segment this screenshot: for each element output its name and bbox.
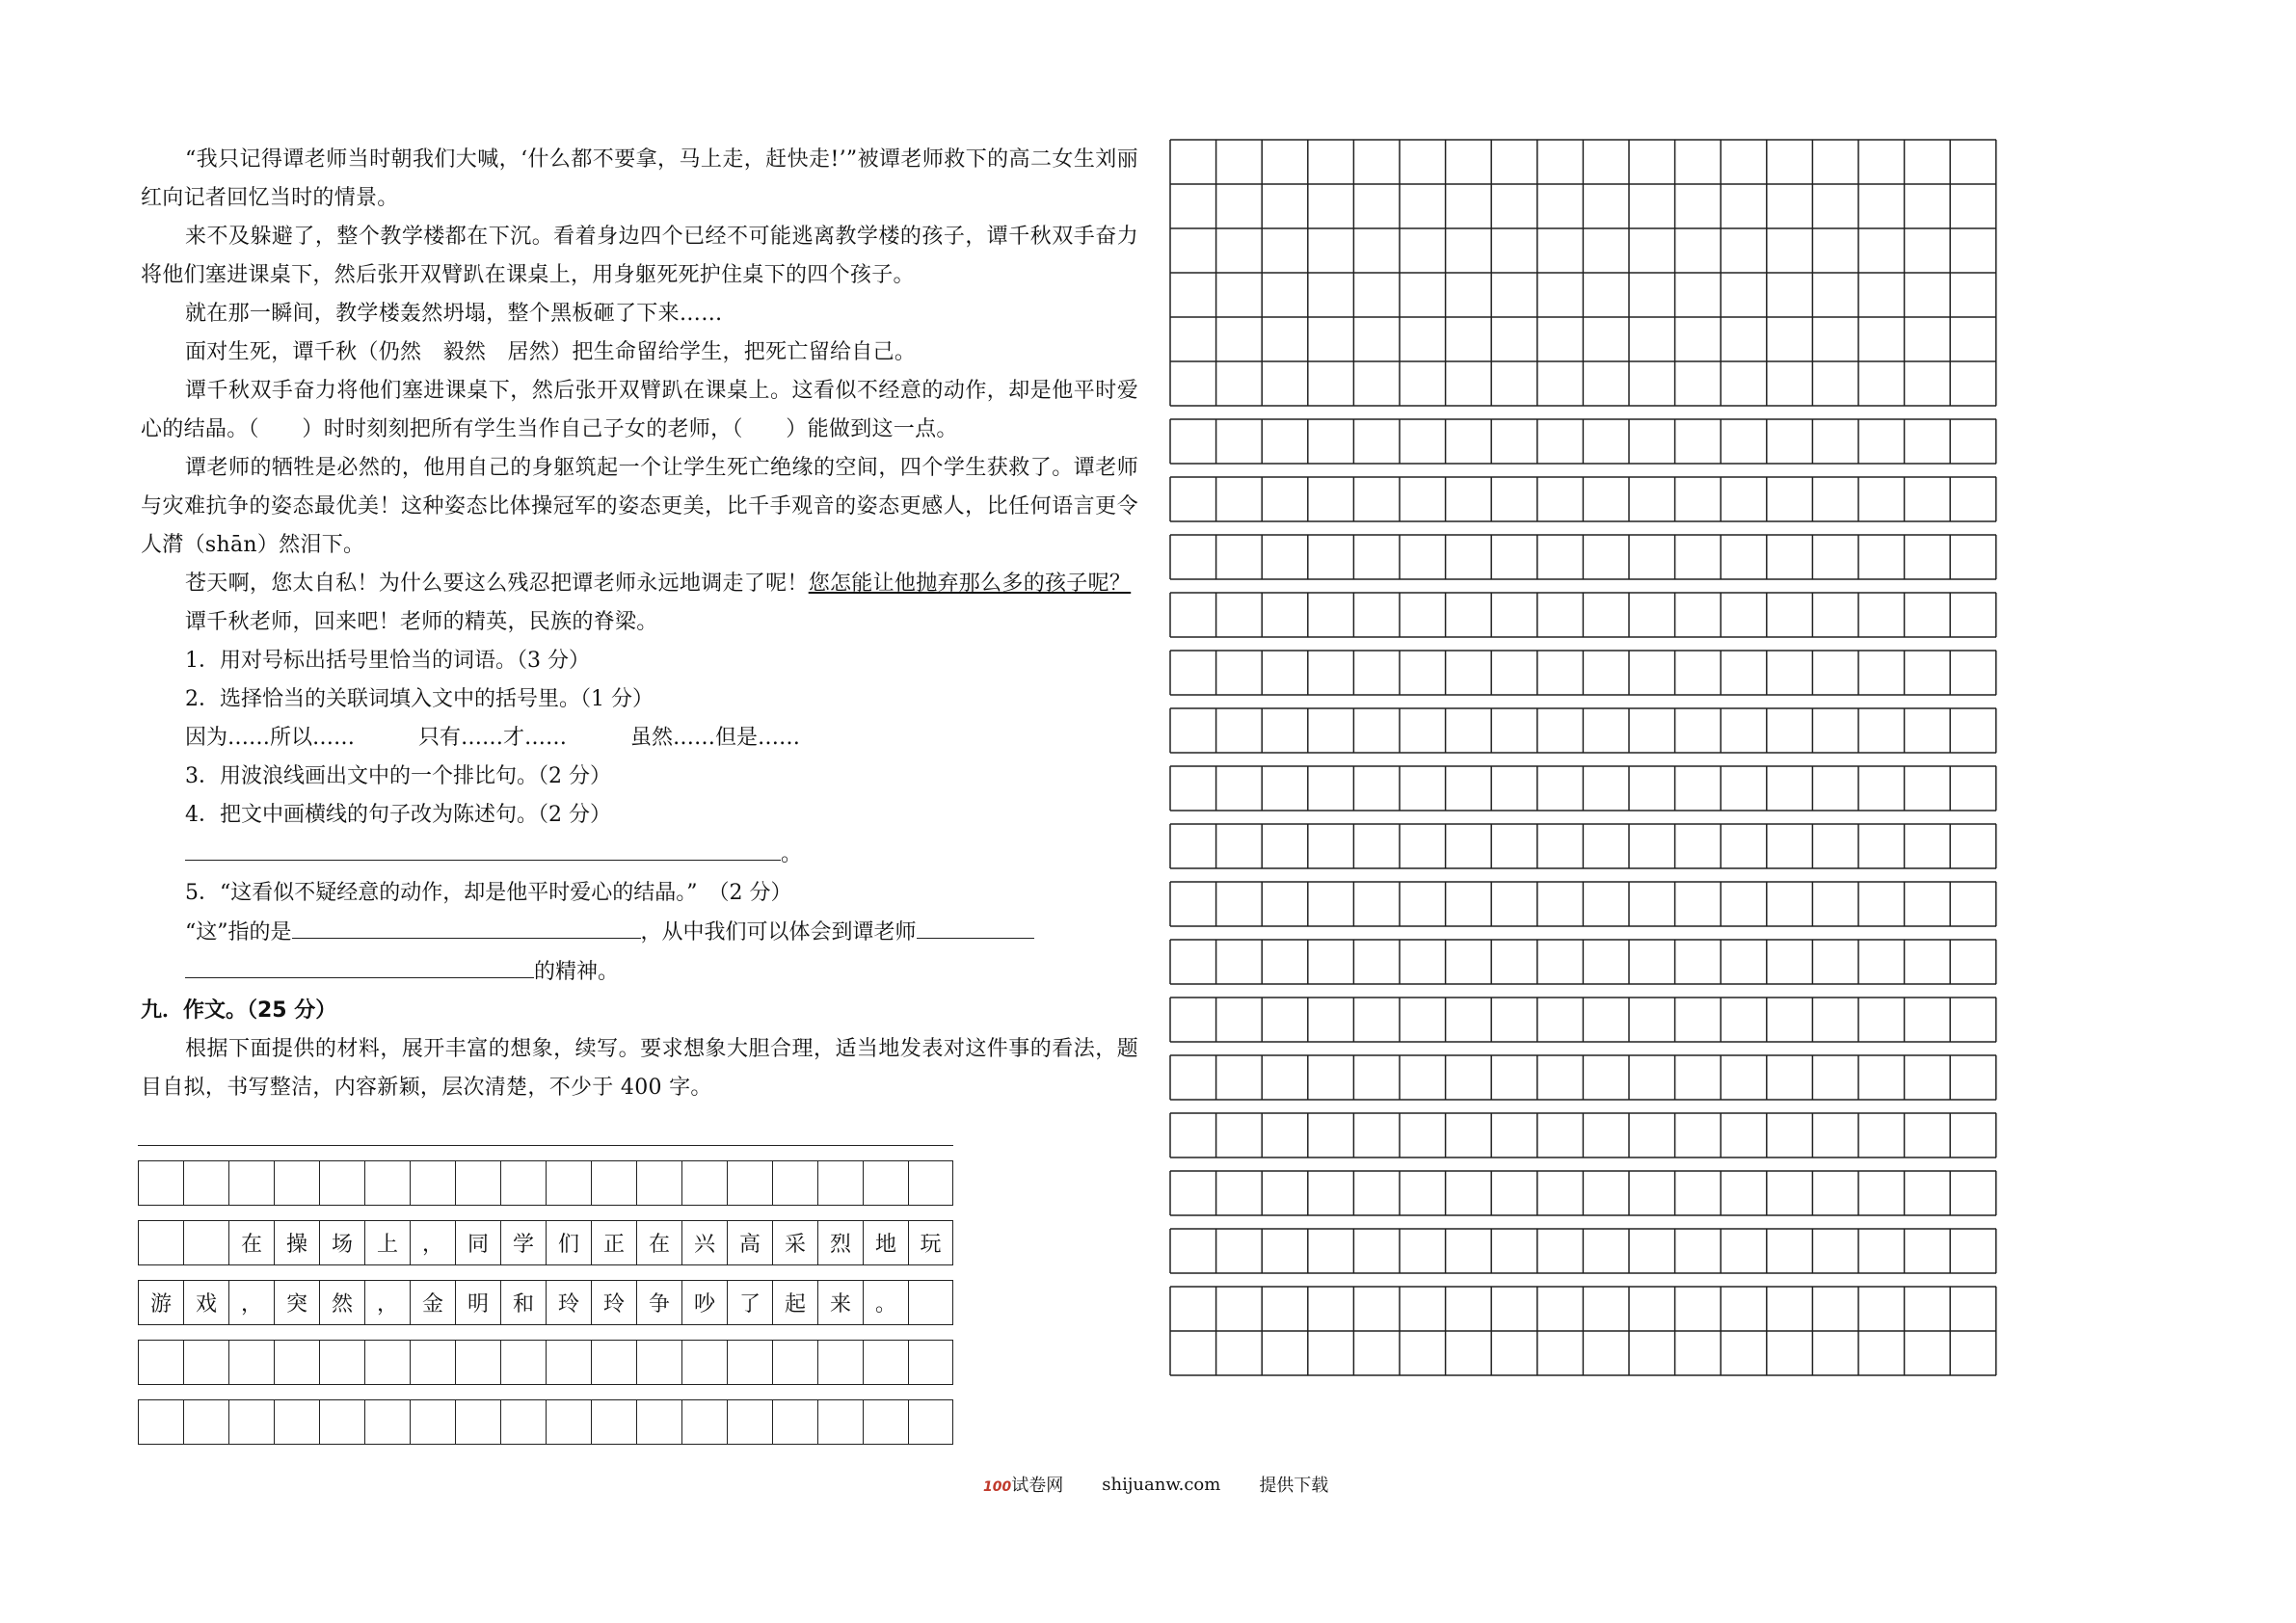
grid-cell[interactable]: 正 [591, 1220, 636, 1264]
grid-cell[interactable] [908, 1280, 953, 1324]
grid-line [138, 1444, 953, 1445]
question-5: 5．“这看似不疑经意的动作，却是他平时爱心的结晶。” （2 分） [185, 881, 792, 905]
grid-cell[interactable] [274, 1340, 319, 1384]
grid-drawing [1169, 139, 1997, 1459]
grid-cell[interactable] [772, 1399, 817, 1444]
grid-cell[interactable] [183, 1220, 228, 1264]
grid-cell[interactable] [772, 1340, 817, 1384]
composition-grid-right[interactable] [1169, 139, 1997, 1463]
grid-cell[interactable]: 玲 [546, 1280, 591, 1324]
grid-cell[interactable] [772, 1160, 817, 1205]
grid-cell[interactable] [546, 1160, 591, 1205]
reading-section [141, 141, 1138, 1107]
grid-row [138, 1145, 953, 1205]
grid-cell[interactable] [908, 1340, 953, 1384]
grid-cell[interactable]: 在 [636, 1220, 681, 1264]
grid-cell[interactable] [727, 1340, 772, 1384]
composition-instruction: 根据下面提供的材料，展开丰富的想象，续写。要求想象大胆合理，适当地发表对这件事的看法，题目自拟，书写整洁，内容新颖，层次清楚，不少于 400 字。 [141, 1037, 1138, 1100]
question-5-middle: ，从中我们可以体会到谭老师 [640, 920, 917, 945]
grid-cell[interactable] [727, 1399, 772, 1444]
grid-cell[interactable] [138, 1160, 183, 1205]
grid-cell[interactable] [908, 1399, 953, 1444]
grid-line [138, 1264, 953, 1265]
grid-cell[interactable]: 场 [319, 1220, 364, 1264]
grid-cell[interactable] [455, 1160, 500, 1205]
grid-cell[interactable]: 们 [546, 1220, 591, 1264]
download-note: 提供下载 [1259, 1476, 1329, 1496]
question-4-answer [141, 835, 1138, 874]
grid-cell[interactable]: ， [228, 1280, 274, 1324]
grid-cell[interactable] [500, 1160, 546, 1205]
question-1: 1．用对号标出括号里恰当的词语。（3 分） [185, 649, 590, 673]
grid-cell[interactable] [319, 1160, 364, 1205]
answer-blank[interactable] [185, 835, 781, 861]
grid-cell[interactable]: 上 [364, 1220, 410, 1264]
site-brand [983, 1472, 1063, 1497]
grid-cell[interactable]: 吵 [681, 1280, 727, 1324]
grid-cell[interactable]: 。 [863, 1280, 908, 1324]
grid-cell[interactable]: 明 [455, 1280, 500, 1324]
grid-cell[interactable] [455, 1399, 500, 1444]
question-5-prefix: “这”指的是 [185, 920, 292, 945]
grid-cell[interactable] [817, 1340, 863, 1384]
grid-cell[interactable] [228, 1399, 274, 1444]
grid-cell[interactable] [546, 1340, 591, 1384]
grid-cell[interactable]: 高 [727, 1220, 772, 1264]
grid-cell[interactable] [591, 1399, 636, 1444]
grid-line [138, 1205, 953, 1206]
passage-paragraph-7 [141, 565, 1138, 603]
grid-cell[interactable]: 戏 [183, 1280, 228, 1324]
question-5-suffix: 的精神。 [534, 960, 620, 984]
grid-cell[interactable] [138, 1399, 183, 1444]
question-4: 4．把文中画横线的句子改为陈述句。（2 分） [185, 803, 611, 827]
grid-cell[interactable] [863, 1399, 908, 1444]
answer-blank[interactable] [185, 952, 534, 978]
question-5-line-1 [141, 913, 1138, 952]
passage-paragraph-3: 就在那一瞬间，教学楼轰然坍塌，整个黑板砸了下来…… [185, 302, 723, 326]
grid-cell[interactable]: 起 [772, 1280, 817, 1324]
grid-row [138, 1384, 953, 1444]
grid-cell[interactable]: 同 [455, 1220, 500, 1264]
grid-cell[interactable] [364, 1340, 410, 1384]
grid-cell[interactable] [817, 1160, 863, 1205]
grid-cell[interactable] [410, 1160, 455, 1205]
grid-line [138, 1384, 953, 1385]
grid-cell[interactable]: 采 [772, 1220, 817, 1264]
grid-cell[interactable] [364, 1160, 410, 1205]
grid-cell[interactable] [500, 1399, 546, 1444]
grid-cell[interactable]: 玩 [908, 1220, 953, 1264]
grid-cell[interactable] [228, 1160, 274, 1205]
passage-paragraph-2: 来不及躲避了，整个教学楼都在下沉。看着身边四个已经不可能逃离教学楼的孩子，谭千秋双手奋力将他们塞进课桌下，然后张开双臂趴在课桌上，用身躯死死护住桌下的四个孩子。 [141, 225, 1138, 287]
grid-cell[interactable] [138, 1340, 183, 1384]
question-2: 2．选择恰当的关联词填入文中的括号里。（1 分） [185, 687, 654, 711]
grid-cell[interactable]: 兴 [681, 1220, 727, 1264]
grid-cell[interactable] [591, 1340, 636, 1384]
grid-cell[interactable] [410, 1340, 455, 1384]
question-3: 3．用波浪线画出文中的一个排比句。（2 分） [185, 764, 611, 788]
grid-cell[interactable] [274, 1399, 319, 1444]
grid-cell[interactable] [410, 1399, 455, 1444]
grid-cell[interactable] [636, 1340, 681, 1384]
grid-cell[interactable] [591, 1160, 636, 1205]
grid-cell[interactable]: 来 [817, 1280, 863, 1324]
grid-line [138, 1145, 953, 1146]
question-5-line-2 [141, 952, 1138, 992]
grid-cell[interactable]: 金 [410, 1280, 455, 1324]
grid-cell[interactable] [681, 1160, 727, 1205]
grid-cell[interactable]: 烈 [817, 1220, 863, 1264]
grid-cell[interactable]: 操 [274, 1220, 319, 1264]
grid-cell[interactable] [863, 1160, 908, 1205]
grid-cell[interactable] [636, 1160, 681, 1205]
grid-cell[interactable] [183, 1340, 228, 1384]
composition-heading: 九．作文。（25 分） [141, 998, 337, 1023]
grid-line [138, 1324, 953, 1325]
grid-cell[interactable] [228, 1340, 274, 1384]
grid-cell[interactable] [817, 1399, 863, 1444]
grid-cell[interactable]: 游 [138, 1280, 183, 1324]
grid-cell[interactable] [500, 1340, 546, 1384]
grid-row [138, 1324, 953, 1384]
grid-cell[interactable] [727, 1160, 772, 1205]
grid-cell[interactable] [908, 1160, 953, 1205]
grid-cell[interactable] [274, 1160, 319, 1205]
grid-cell[interactable]: ， [410, 1220, 455, 1264]
underlined-sentence: 您怎能让他抛弃那么多的孩子呢？ [808, 572, 1132, 596]
grid-cell[interactable]: 地 [863, 1220, 908, 1264]
passage-paragraph-5: 谭千秋双手奋力将他们塞进课桌下，然后张开双臂趴在课桌上。这看似不经意的动作，却是他平时爱心的结晶。（ ）时时刻刻把所有学生当作自己子女的老师，（ ）能做到这一点。 [141, 379, 1138, 441]
site-url: shijuanw.com [1102, 1474, 1221, 1495]
grid-cell[interactable] [863, 1340, 908, 1384]
grid-cell[interactable] [681, 1340, 727, 1384]
grid-cell[interactable] [364, 1399, 410, 1444]
grid-row [138, 1264, 953, 1324]
grid-row [138, 1205, 953, 1264]
grid-cell[interactable] [681, 1399, 727, 1444]
grid-cell[interactable] [636, 1399, 681, 1444]
grid-cell[interactable]: 学 [500, 1220, 546, 1264]
grid-cell[interactable] [546, 1399, 591, 1444]
site-name: 试卷网 [1011, 1476, 1064, 1496]
composition-grid-left[interactable] [138, 1145, 953, 1446]
passage-paragraph-4: 面对生死，谭千秋（仍然 毅然 居然）把生命留给学生，把死亡留给自己。 [185, 340, 917, 364]
grid-cell[interactable]: 在 [228, 1220, 274, 1264]
question-2-options: 因为……所以…… 只有……才…… 虽然……但是…… [185, 726, 801, 750]
grid-cell[interactable]: 玲 [591, 1280, 636, 1324]
grid-cell[interactable] [138, 1220, 183, 1264]
grid-cell[interactable] [455, 1340, 500, 1384]
answer-blank[interactable] [292, 913, 641, 939]
footer [983, 1472, 1328, 1497]
grid-cell[interactable] [319, 1399, 364, 1444]
grid-cell[interactable]: 然 [319, 1280, 364, 1324]
grid-cell[interactable] [183, 1160, 228, 1205]
answer-blank[interactable] [917, 913, 1034, 939]
period: 。 [781, 842, 803, 866]
grid-cell[interactable]: 了 [727, 1280, 772, 1324]
grid-cell[interactable]: 争 [636, 1280, 681, 1324]
passage-text: 苍天啊，您太自私！为什么要这么残忍把谭老师永远地调走了呢！ [185, 572, 809, 596]
grid-cell[interactable]: 和 [500, 1280, 546, 1324]
passage-paragraph-8: 谭千秋老师，回来吧！老师的精英，民族的脊梁。 [185, 610, 658, 634]
grid-cell[interactable]: ， [364, 1280, 410, 1324]
passage-paragraph-6: 谭老师的牺牲是必然的，他用自己的身躯筑起一个让学生死亡绝缘的空间，四个学生获救了。谭老师与灾难抗争的姿态最优美！这种姿态比体操冠军的姿态更美，比千手观音的姿态更感人，比任何语言更令人潸（shān）然泪下。 [141, 456, 1138, 557]
passage-paragraph-1: “我只记得谭老师当时朝我们大喊，‘什么都不要拿，马上走，赶快走!’”被谭老师救下的高二女生刘丽红向记者回忆当时的情景。 [141, 147, 1138, 210]
grid-cell[interactable]: 突 [274, 1280, 319, 1324]
site-logo: 100 [983, 1479, 1012, 1495]
grid-cell[interactable] [183, 1399, 228, 1444]
grid-cell[interactable] [319, 1340, 364, 1384]
